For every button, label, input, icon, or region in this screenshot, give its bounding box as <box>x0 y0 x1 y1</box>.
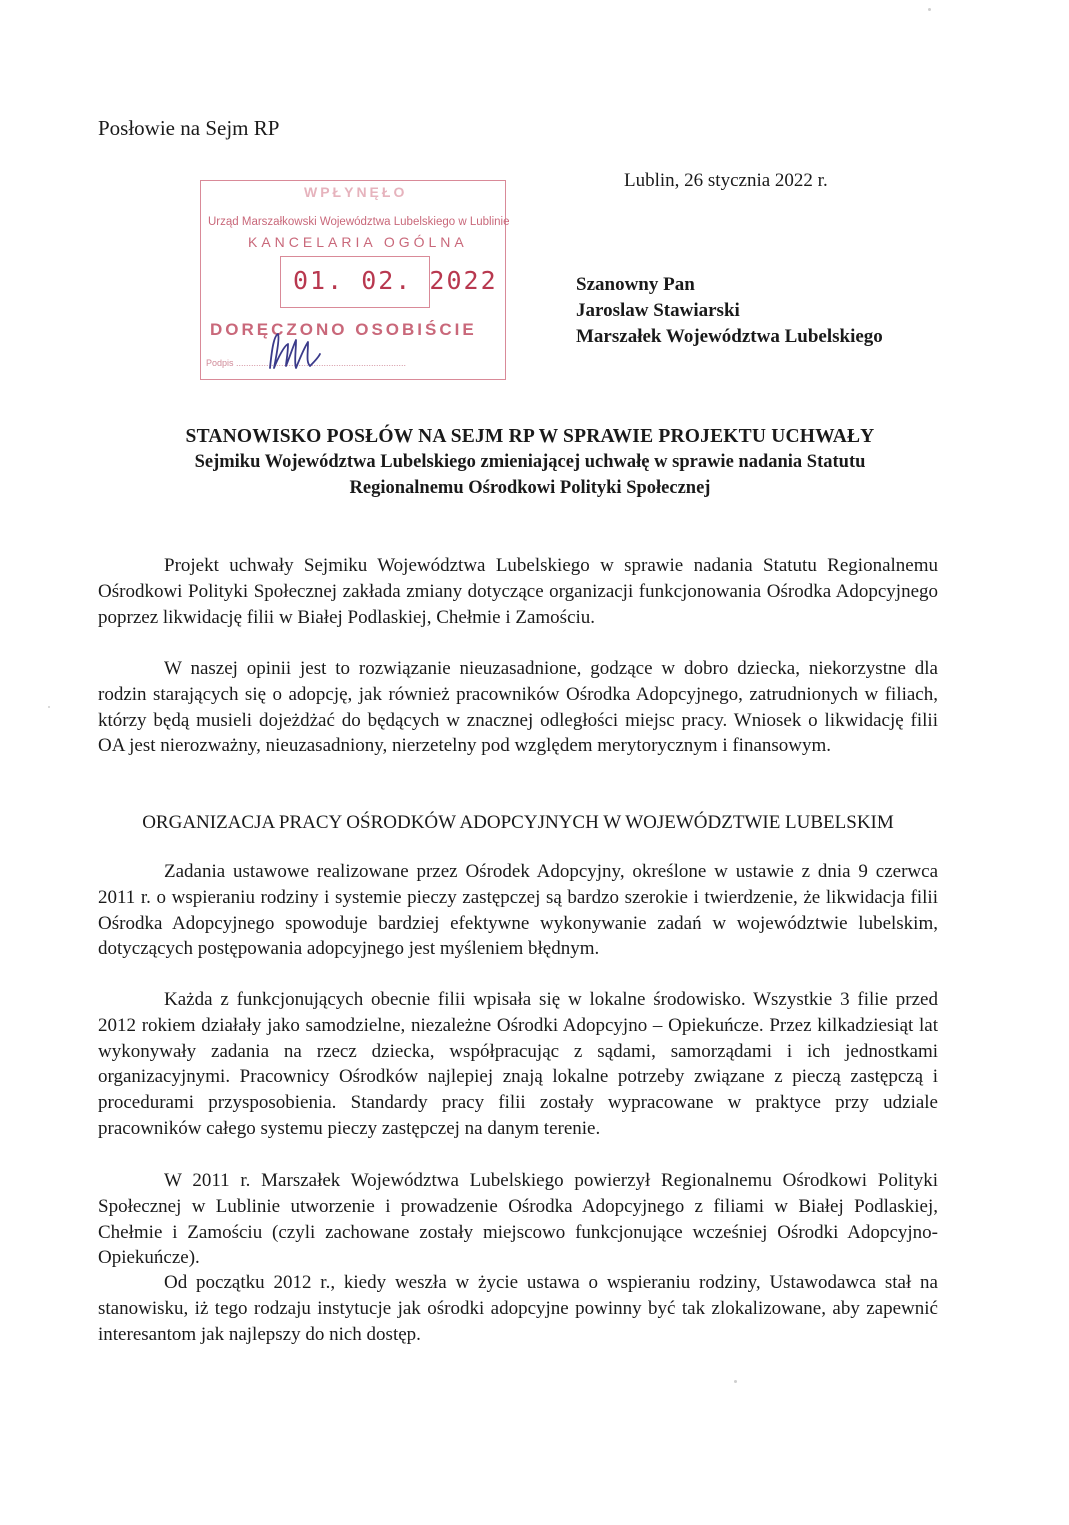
stamp-signature-label: Podpis .................................................................... <box>206 358 407 368</box>
recipient-position: Marszałek Województwa Lubelskiego <box>576 326 883 347</box>
registry-stamp <box>200 180 510 380</box>
stamp-border-left <box>200 180 201 380</box>
stamp-border-right <box>505 180 506 380</box>
scan-speck <box>734 1380 737 1383</box>
scan-speck <box>928 8 931 11</box>
paragraph-branches: Każda z funkcjonujących obecnie filii wpisała się w lokalne środowisko. Wszystkie 3 filie przed 2012 rokiem działały jako samodzielne, niezależne Ośrodki Adopcyjno – Opiekuńcze. Przez kilkadziesiąt lat wykonywały zadania na rzecz dziecka, współpracując z sądami, samorządami i ich jednostkami organizacyjnymi. Pracownicy Ośrodków najlepiej znają lokalne potrzeby związane z pieczą zastępczą i procedurami przysposobienia. Standardy pracy filii zostały wypracowane w praktyce przy udziale pracowników całego systemu pieczy zastępczej na danym terenie. <box>98 989 938 1139</box>
paragraph-tasks: Zadania ustawowe realizowane przez Ośrodek Adopcyjny, określone w ustawie z dnia 9 czerwca 2011 r. o wspieraniu rodziny i systemie pieczy zastępczej są bardzo szerokie i twierdzenie, że likwidacja filii Ośrodka Adopcyjnego spowoduje bardziej efektywne wykonywanie zadań w województwie lubelskim, dotyczących postępowania adopcyjnego jest myśleniem błędnym. <box>98 861 938 960</box>
recipient-block <box>576 272 883 350</box>
paragraph-intro: Projekt uchwały Sejmiku Województwa Lubelskiego w sprawie nadania Statutu Regionalnemu Ośrodkowi Polityki Społecznej zakłada zmiany dotyczące organizacji funkcjonowania Ośrodka Adopcyjnego poprzez likwidację filii w Białej Podlaskiej, Chełmie i Zamościu. <box>98 555 938 628</box>
document-title: STANOWISKO POSŁÓW NA SEJM RP W SPRAWIE PROJEKTU UCHWAŁY <box>185 426 875 447</box>
paragraph-opinion: W naszej opinii jest to rozwiązanie nieuzasadnione, godzące w dobro dziecka, niekorzystne dla rodzin starających się o adopcję, jak również pracowników Ośrodka Adopcyjnego, zatrudnionych w filiach, którzy będą musieli dojeżdżać do będących w znacznej odległości miejsc pracy. Wniosek o likwidację filii OA jest nierozważny, nieuzasadniony, nierzetelny pod względem merytorycznym i finansowym. <box>98 658 938 757</box>
stamp-border-bottom <box>200 379 506 380</box>
recipient-salutation: Szanowny Pan <box>576 274 695 295</box>
stamp-date: 01. 02. 2022 <box>293 266 498 295</box>
scan-speck <box>48 706 50 708</box>
recipient-name: Jaroslaw Stawiarski <box>576 300 740 321</box>
section-heading: ORGANIZACJA PRACY OŚRODKÓW ADOPCYJNYCH W WOJEWÓDZTWIE LUBELSKIM <box>142 812 894 833</box>
stamp-department: KANCELARIA OGÓLNA <box>248 234 468 250</box>
paragraph-history: W 2011 r. Marszałek Województwa Lubelskiego powierzył Regionalnemu Ośrodkowi Polityki Społecznej w Lublinie utworzenie i prowadzenie Ośrodka Adopcyjnego z filiami w Białej Podlaskiej, Chełmie i Zamościu (czyli zachowane zostały miejscowo funkcjonujące wcześniej Ośrodki Adopcyjno-Opiekuńcze). <box>98 1170 938 1269</box>
document-subtitle-line2: Regionalnemu Ośrodkowi Polityki Społecznej <box>349 478 711 498</box>
handwritten-signature-icon <box>264 328 324 374</box>
stamp-heading: WPŁYNĘŁO <box>304 184 408 200</box>
stamp-border-top <box>200 180 506 181</box>
document-subtitle-line1: Sejmiku Województwa Lubelskiego zmieniającej uchwałę w sprawie nadania Statutu <box>194 452 866 472</box>
sender-line: Posłowie na Sejm RP <box>98 116 280 140</box>
paragraph-legislation: Od początku 2012 r., kiedy weszła w życie ustawa o wspieraniu rodziny, Ustawodawca stał na stanowisku, iż tego rodzaju instytucje jak ośrodki adopcyjne powinny być tak zlokalizowane, aby zapewnić interesantom jak najlepszy do nich dostęp. <box>98 1272 938 1345</box>
date-line: Lublin, 26 stycznia 2022 r. <box>624 170 828 191</box>
stamp-office: Urząd Marszałkowski Województwa Lubelskiego w Lublinie <box>208 216 510 228</box>
stamp-delivered: DORĘCZONO OSOBIŚCIE <box>210 320 477 339</box>
